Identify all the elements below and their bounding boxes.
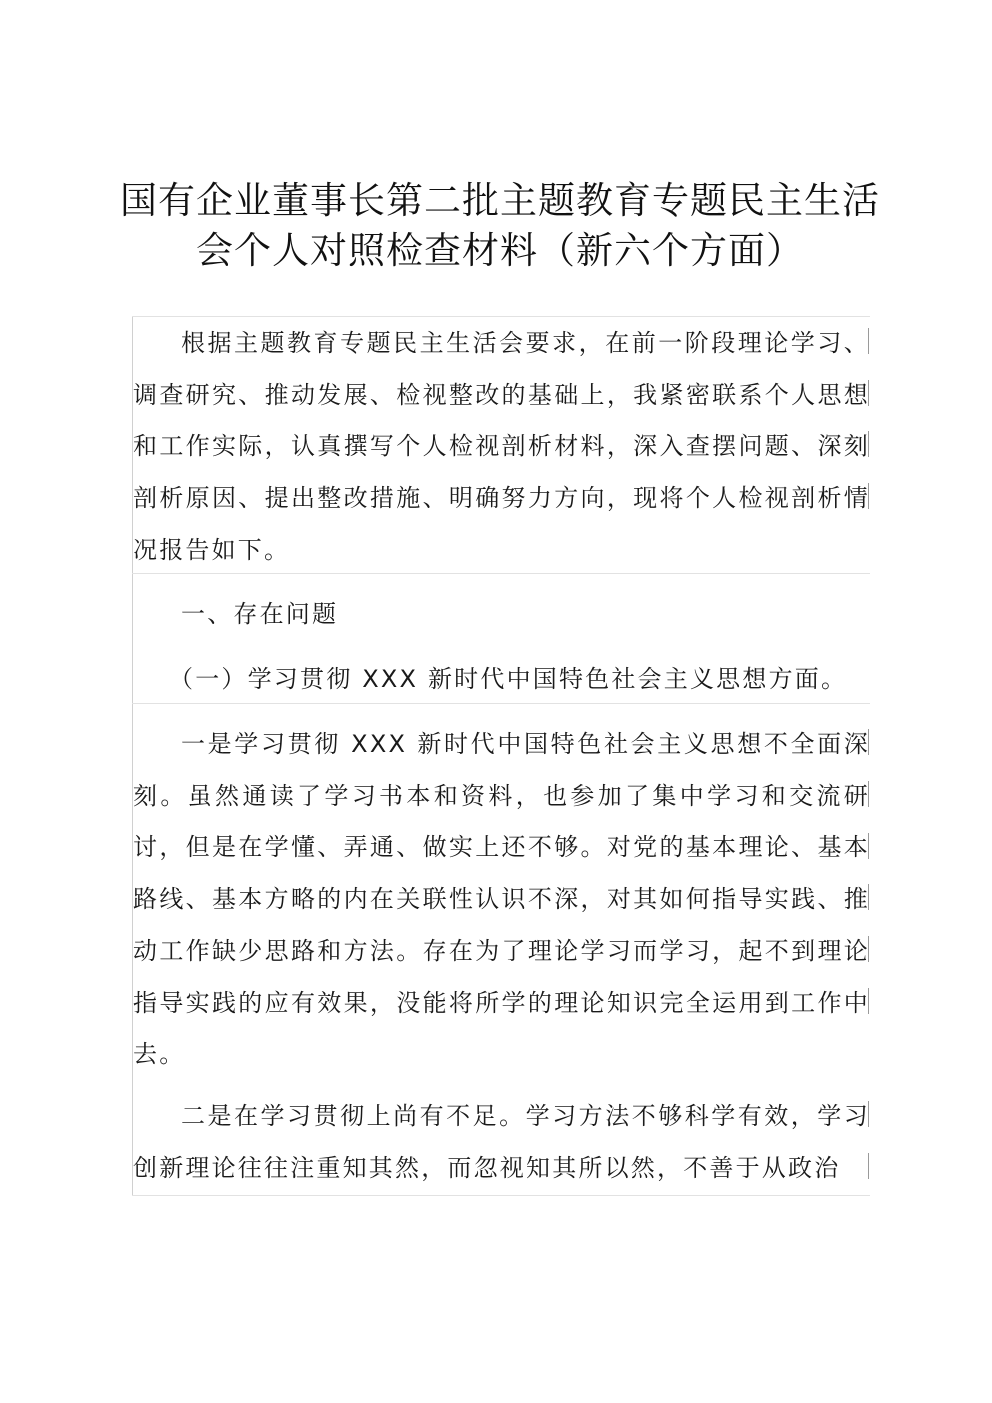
intro-paragraph: 根据主题教育专题民主生活会要求，在前一阶段理论学习、调查研究、推动发展、检视整改的基础上，我紧密联系个人思想和工作实际，认真撰写个人检视剖析材料，深入查摆问题、深刻剖析原因、提出整改措施、明确努力方向，现将个人检视剖析情况报告如下。: [133, 329, 870, 564]
section-heading: 一、存在问题: [181, 600, 339, 628]
text-frame-bottom-border: [132, 1195, 870, 1196]
body-paragraph-2: 二是在学习贯彻上尚有不足。学习方法不够科学有效，学习创新理论往往注重知其然，而忽视知其所以然，不善于从政治: [133, 1102, 870, 1182]
text-frame-top-border: [132, 316, 870, 317]
document-title: [120, 176, 880, 276]
subsection-heading: （一）学习贯彻 XXX 新时代中国特色社会主义思想方面。: [169, 665, 848, 693]
title-line-2: 会个人对照检查材料（新六个方面）: [196, 229, 804, 272]
body-paragraph-1: 一是学习贯彻 XXX 新时代中国特色社会主义思想不全面深刻。虽然通读了学习书本和资料，也参加了集中学习和交流研讨，但是在学懂、弄通、做实上还不够。对党的基本理论、基本路线、基本方略的内在关联性认识不深，对其如何指导实践、推动工作缺少思路和方法。存在为了理论学习而学习，起不到理论指导实践的应有效果，没能将所学的理论知识完全运用到工作中去。: [133, 730, 870, 1069]
title-line-1: 国有企业董事长第二批主题教育专题民主生活: [120, 179, 880, 222]
